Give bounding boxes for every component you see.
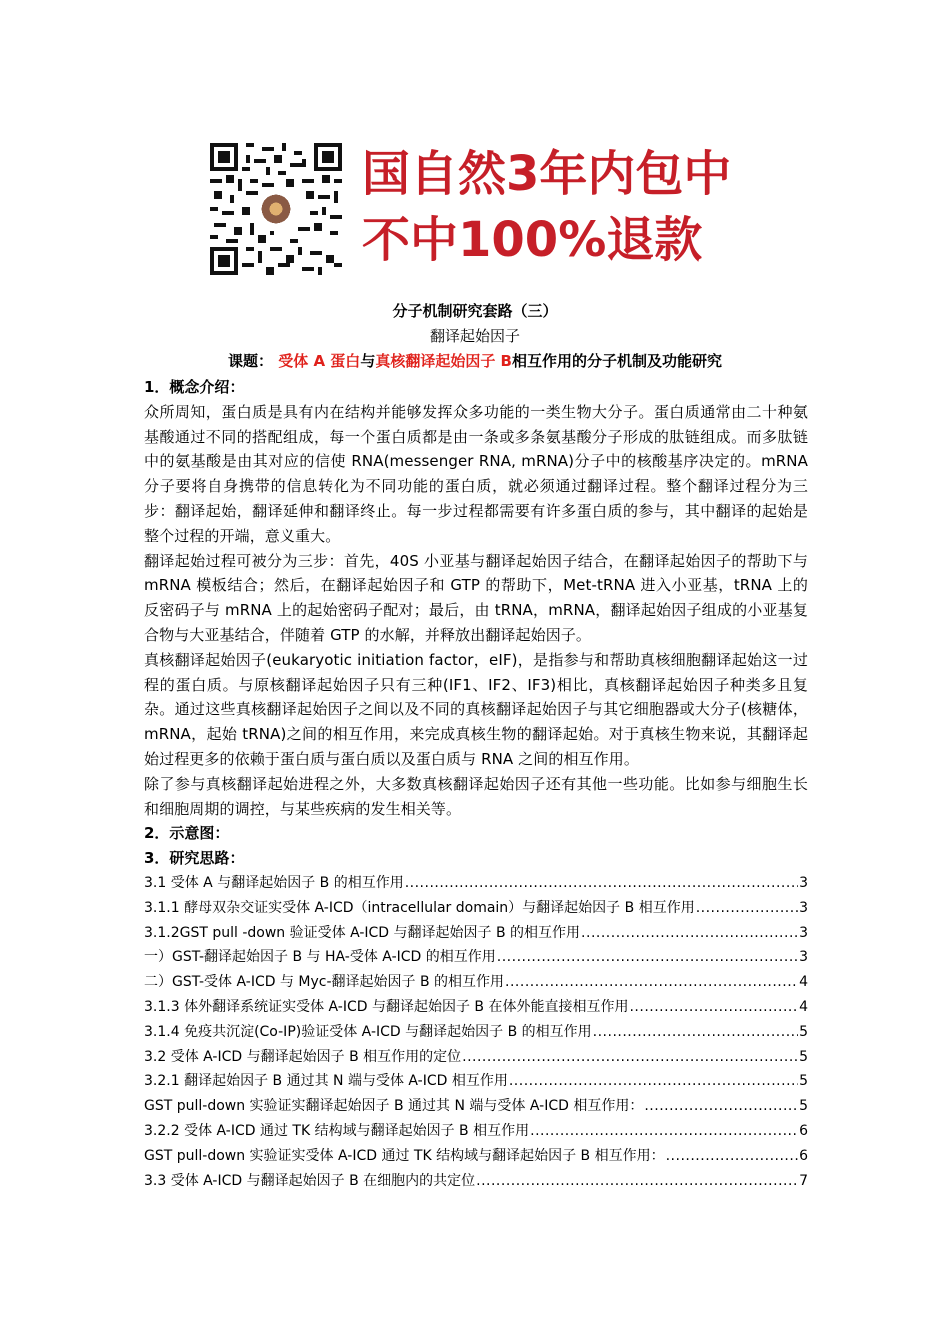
toc-entry-label: 一）GST-翻译起始因子 B 与 HA-受体 A-ICD 的相互作用 <box>144 949 496 966</box>
toc-entry[interactable] <box>144 1069 808 1094</box>
toc-entry[interactable] <box>144 945 808 970</box>
toc-entry-label: 3.2.1 翻译起始因子 B 通过其 N 端与受体 A-ICD 相互作用 <box>144 1073 508 1090</box>
document-subtitle: 翻译起始因子 <box>429 327 520 345</box>
toc-entry[interactable] <box>144 970 808 995</box>
toc-entry[interactable] <box>144 1094 808 1119</box>
topic-mid: 与 <box>360 352 376 370</box>
topic-part-2: 真核翻译起始因子 B <box>375 352 512 370</box>
toc-entry-page: 5 <box>799 1048 808 1065</box>
toc-leader-dots <box>666 1144 798 1169</box>
toc-entry-page: 3 <box>799 949 808 966</box>
document-title: 分子机制研究套路（三） <box>392 302 558 320</box>
toc-entry-label: 3.1.3 体外翻译系统证实受体 A-ICD 与翻译起始因子 B 在体外能直接相互作用 <box>144 998 629 1015</box>
toc-entry-page: 7 <box>799 1172 808 1189</box>
qr-code-icon <box>210 143 342 275</box>
promo-line-2: 不中100%退款 <box>362 212 703 268</box>
toc-entry-page: 3 <box>799 924 808 941</box>
toc-entry-page: 6 <box>799 1147 808 1164</box>
toc-entry[interactable] <box>144 995 808 1020</box>
toc-leader-dots <box>629 995 798 1020</box>
toc-entry-page: 3 <box>799 899 808 916</box>
toc-leader-dots <box>505 970 798 995</box>
toc-leader-dots <box>644 1094 798 1119</box>
toc-entry-page: 6 <box>799 1122 808 1139</box>
toc-entry[interactable] <box>144 1020 808 1045</box>
toc-entry-label: GST pull-down 实验证实翻译起始因子 B 通过其 N 端与受体 A-ICD 相互作用： <box>144 1098 644 1115</box>
toc-leader-dots <box>462 1045 798 1070</box>
toc-entry-label: 二）GST-受体 A-ICD 与 Myc-翻译起始因子 B 的相互作用 <box>144 974 505 991</box>
document-body <box>144 375 808 1193</box>
toc-entry-label: 3.1.4 免疫共沉淀(Co-IP)验证受体 A-ICD 与翻译起始因子 B 的相互作用 <box>144 1023 592 1040</box>
toc-leader-dots <box>696 896 798 921</box>
toc-entry-label: 3.2.2 受体 A-ICD 通过 TK 结构域与翻译起始因子 B 相互作用 <box>144 1122 530 1139</box>
toc-entry[interactable] <box>144 871 808 896</box>
toc-entry[interactable] <box>144 1045 808 1070</box>
paragraph: 翻译起始过程可被分为三步：首先，40S 小亚基与翻译起始因子结合，在翻译起始因子的帮助下与 mRNA 模板结合；然后，在翻译起始因子和 GTP 的帮助下，Met-tRNA 进入小亚基，tRNA 上的反密码子与 mRNA 上的起始密码子配对；最后，由 tRNA，mRNA，翻译起始因子组成的小亚基复合物与大亚基结合，伴随着 GTP 的水解，并释放出翻译起始因子。 <box>144 551 808 644</box>
topic-prefix: 课题： <box>228 352 274 370</box>
topic-part-1: 受体 A 蛋白 <box>278 352 361 370</box>
paragraph: 众所周知，蛋白质是具有内在结构并能够发挥众多功能的一类生物大分子。蛋白质通常由二十种氨基酸通过不同的搭配组成，每一个蛋白质都是由一条或多条氨基酸分子形成的肽链组成。而多肽链中的氨基酸是由其对应的信使 RNA(messenger RNA, mRNA)分子中的核酸基序决定的。mRNA 分子要将自身携带的信息转化为不同功能的蛋白质，就必须通过翻译过程。整个翻译过程分为三步：翻译起始，翻译延伸和翻译终止。每一步过程都需要有许多蛋白质的参与，其中翻译的起始是整个过程的开端，意义重大。 <box>144 402 808 545</box>
paragraph: 真核翻译起始因子(eukaryotic initiation factor，eIF)，是指参与和帮助真核细胞翻译起始这一过程的蛋白质。与原核翻译起始因子只有三种(IF1、IF2、IF3)相比，真核翻译起始因子种类多且复杂。通过这些真核翻译起始因子之间以及不同的真核翻译起始因子与其它细胞器或大分子(核糖体，mRNA，起始 tRNA)之间的相互作用，来完成真核生物的翻译起始。对于真核生物来说，其翻译起始过程更多的依赖于蛋白质与蛋白质以及蛋白质与 RNA 之间的相互作用。 <box>144 650 808 768</box>
toc-leader-dots <box>497 945 798 970</box>
toc-leader-dots <box>509 1069 798 1094</box>
section-1-heading: 1．概念介绍： <box>144 378 245 396</box>
toc-entry-page: 5 <box>799 1098 808 1115</box>
toc-entry-page: 3 <box>799 874 808 891</box>
toc-entry-label: 3.1.1 酵母双杂交证实受体 A-ICD（intracellular domain）与翻译起始因子 B 相互作用 <box>144 899 695 916</box>
toc-entry-page: 4 <box>799 998 808 1015</box>
table-of-contents <box>144 871 808 1193</box>
toc-entry[interactable] <box>144 921 808 946</box>
toc-leader-dots <box>581 921 798 946</box>
toc-entry[interactable] <box>144 1144 808 1169</box>
toc-entry-label: 3.2 受体 A-ICD 与翻译起始因子 B 相互作用的定位 <box>144 1048 462 1065</box>
topic-suffix: 相互作用的分子机制及功能研究 <box>511 352 722 370</box>
promo-line-1: 国自然3年内包中 <box>362 146 732 202</box>
toc-entry-page: 4 <box>799 974 808 991</box>
section-3-heading: 3．研究思路： <box>144 849 245 868</box>
toc-entry[interactable] <box>144 1169 808 1194</box>
toc-leader-dots <box>405 871 798 896</box>
toc-entry-label: 3.1.2GST pull -down 验证受体 A-ICD 与翻译起始因子 B 的相互作用 <box>144 924 581 941</box>
toc-entry[interactable] <box>144 1119 808 1144</box>
toc-leader-dots <box>476 1169 798 1194</box>
toc-entry[interactable] <box>144 896 808 921</box>
toc-entry-page: 5 <box>799 1023 808 1040</box>
toc-leader-dots <box>530 1119 798 1144</box>
promo-banner <box>210 140 750 275</box>
paragraph: 除了参与真核翻译起始进程之外，大多数真核翻译起始因子还有其他一些功能。比如参与细胞生长和细胞周期的调控，与某些疾病的发生相关等。 <box>144 774 808 818</box>
section-2-heading: 2．示意图： <box>144 824 230 843</box>
toc-entry-page: 5 <box>799 1073 808 1090</box>
toc-entry-label: 3.3 受体 A-ICD 与翻译起始因子 B 在细胞内的共定位 <box>144 1172 476 1189</box>
toc-entry-label: GST pull-down 实验证实受体 A-ICD 通过 TK 结构域与翻译起始因子 B 相互作用： <box>144 1147 665 1164</box>
topic-line <box>0 350 950 372</box>
toc-leader-dots <box>593 1020 798 1045</box>
toc-entry-label: 3.1 受体 A 与翻译起始因子 B 的相互作用 <box>144 874 404 891</box>
